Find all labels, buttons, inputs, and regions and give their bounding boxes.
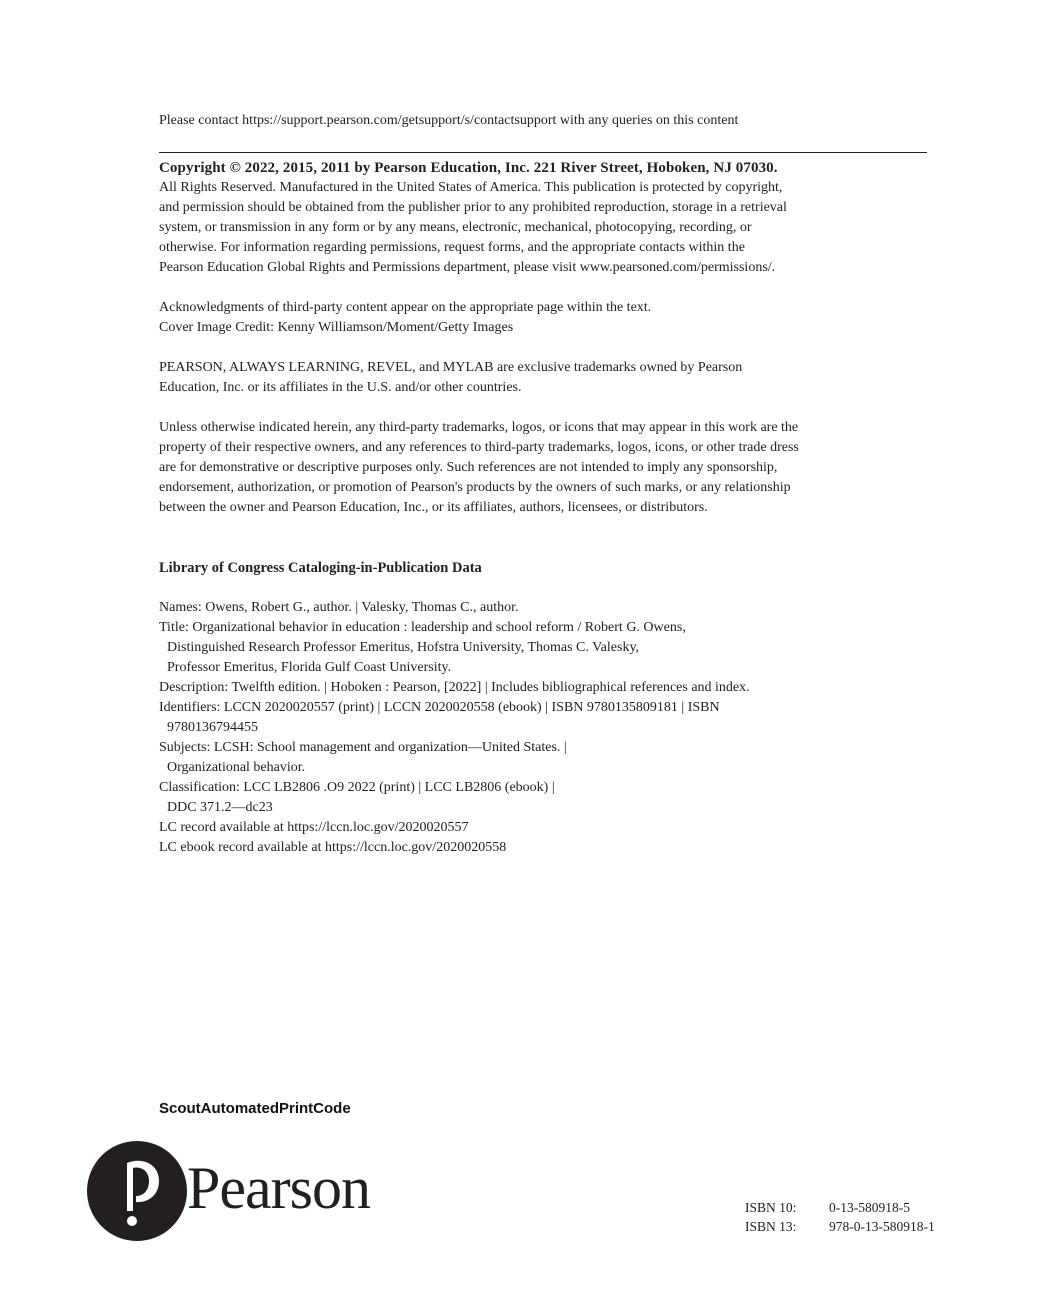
cip-line: Classification: LCC LB2806 .O9 2022 (print) | LCC LB2806 (ebook) |: [159, 780, 555, 795]
trademarks-line: PEARSON, ALWAYS LEARNING, REVEL, and MYLAB are exclusive trademarks owned by Pearson: [159, 360, 743, 375]
support-line: Please contact https://support.pearson.com/getsupport/s/contactsupport with any queries on this content: [159, 113, 739, 128]
cip-line: Description: Twelfth edition. | Hoboken : Pearson, [2022] | Includes bibliographical references and index.: [159, 680, 750, 695]
cip-line: 9780136794455: [167, 720, 258, 735]
pearson-p-icon: [87, 1141, 417, 1241]
cip-line: Identifiers: LCCN 2020020557 (print) | LCCN 2020020558 (ebook) | ISBN 9780135809181 | ISBN: [159, 700, 720, 715]
cip-line: Professor Emeritus, Florida Gulf Coast University.: [167, 660, 452, 675]
trademarks-line: Education, Inc. or its affiliates in the U.S. and/or other countries.: [159, 380, 522, 395]
cip-line: Title: Organizational behavior in education : leadership and school reform / Robert G. Owens,: [159, 620, 686, 635]
copyright-section: [159, 158, 929, 278]
trademarks-section: [159, 358, 929, 398]
third-party-line: between the owner and Pearson Education, Inc., or its affiliates, authors, licensees, or distributors.: [159, 500, 708, 515]
isbn-13-row: [745, 1217, 935, 1236]
support-notice: [159, 111, 929, 131]
third-party-line: endorsement, authorization, or promotion of Pearson's products by the owners of such marks, or any relationship: [159, 480, 791, 495]
isbn-value: 978-0-13-580918-1: [829, 1219, 935, 1234]
acknowledgments-line: Acknowledgments of third-party content appear on the appropriate page within the text.: [159, 300, 652, 315]
cover-credit-line: Cover Image Credit: Kenny Williamson/Moment/Getty Images: [159, 320, 514, 335]
copyright-line: system, or transmission in any form or by any means, electronic, mechanical, photocopying, recording, or: [159, 220, 752, 235]
cip-line: Organizational behavior.: [167, 760, 306, 775]
copyright-line: Pearson Education Global Rights and Permissions department, please visit www.pearsoned.com/permissions/.: [159, 260, 776, 275]
divider-rule: [159, 152, 927, 153]
copyright-heading: Copyright © 2022, 2015, 2011 by Pearson Education, Inc. 221 River Street, Hoboken, NJ 07030.: [159, 160, 778, 176]
isbn-label: ISBN 10:: [745, 1200, 797, 1215]
pearson-logo: [87, 1141, 417, 1241]
third-party-section: [159, 418, 929, 518]
cip-title: Library of Congress Cataloging-in-Publication Data: [159, 560, 482, 576]
copyright-line: otherwise. For information regarding permissions, request forms, and the appropriate contacts within the: [159, 240, 745, 255]
third-party-line: Unless otherwise indicated herein, any third-party trademarks, logos, or icons that may appear in this work are the: [159, 420, 799, 435]
isbn-value: 0-13-580918-5: [829, 1200, 910, 1215]
cip-line: Subjects: LCSH: School management and organization—United States. |: [159, 740, 567, 755]
pearson-wordmark: Pearson: [187, 1155, 370, 1221]
print-code: ScoutAutomatedPrintCode: [159, 1100, 351, 1117]
cip-line: LC record available at https://lccn.loc.gov/2020020557: [159, 820, 469, 835]
third-party-line: are for demonstrative or descriptive purposes only. Such references are not intended to imply any sponsorship,: [159, 460, 778, 475]
isbn-label: ISBN 13:: [745, 1219, 797, 1234]
third-party-line: property of their respective owners, and any references to third-party trademarks, logos, icons, or other trade dress: [159, 440, 799, 455]
cip-data: [159, 598, 929, 858]
acknowledgments-section: [159, 298, 929, 338]
copyright-line: All Rights Reserved. Manufactured in the United States of America. This publication is protected by copyright,: [159, 180, 783, 195]
cip-line: LC ebook record available at https://lccn.loc.gov/2020020558: [159, 840, 507, 855]
cip-line: DDC 371.2—dc23: [167, 800, 273, 815]
cip-line: Distinguished Research Professor Emeritus, Hofstra University, Thomas C. Valesky,: [167, 640, 640, 655]
isbn-block: [745, 1198, 935, 1236]
isbn-10-row: [745, 1198, 935, 1217]
cip-line: Names: Owens, Robert G., author. | Valesky, Thomas C., author.: [159, 600, 519, 615]
copyright-line: and permission should be obtained from the publisher prior to any prohibited reproduction, storage in a retrieval: [159, 200, 787, 215]
